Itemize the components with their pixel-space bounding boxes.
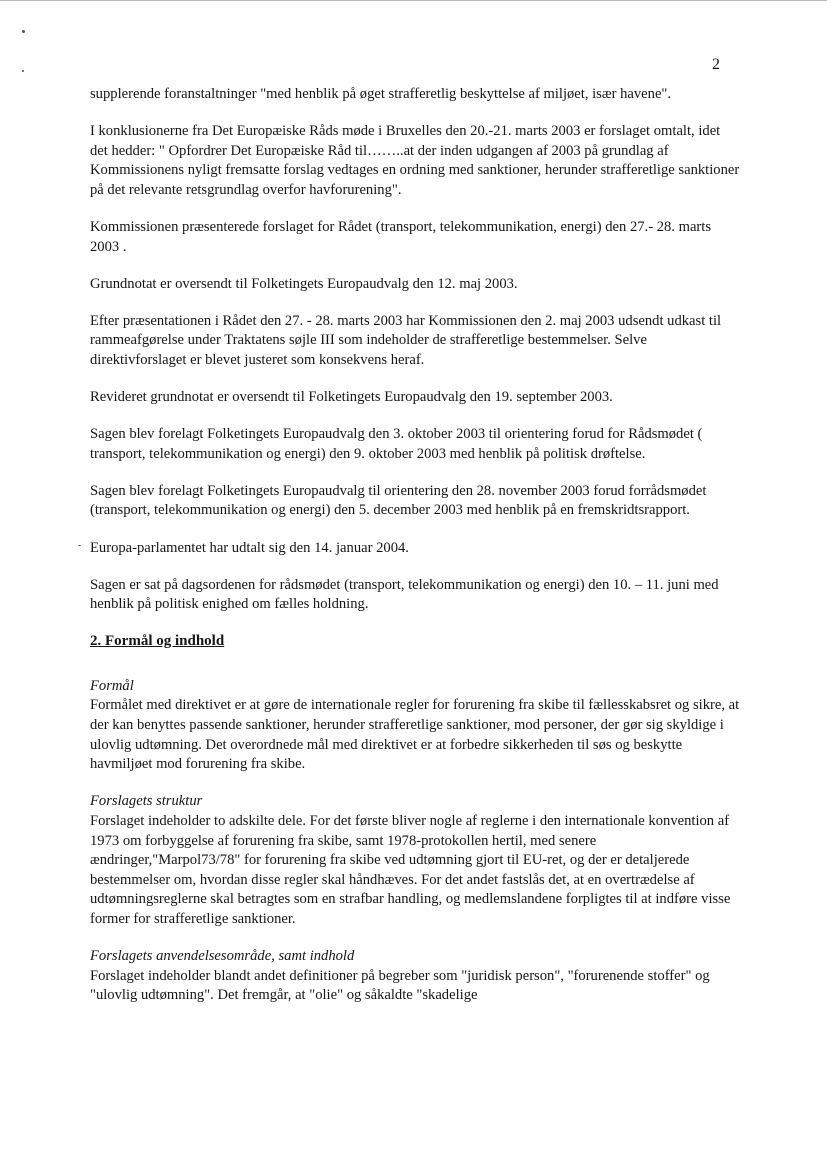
paragraph: I konklusionerne fra Det Europæiske Råds møde i Bruxelles den 20.-21. marts 2003 er forslaget omtalt, idet det hedder: " Opfordrer Det Europæiske Råd til……..at der inden udgangen af 2003 på grundlag af Kommissionens nyligt fremsatte forslag vedtages en ordning med sanktioner, herunder strafferetlige sanktioner på det relevante retsgrundlag overfor havforurening". bbox=[90, 123, 740, 198]
subsection-text: Forslaget indeholder blandt andet definitioner på begreber som "juridisk person", "forurenende stoffer" og "ulovlig udtømning". Det fremgår, at "olie" og såkaldte "skadelige bbox=[90, 967, 710, 1004]
paragraph: Grundnotat er oversendt til Folketingets Europaudvalg den 12. maj 2003. bbox=[90, 275, 518, 292]
subsection-anvendelse bbox=[90, 947, 740, 1006]
page-number: 2 bbox=[712, 56, 720, 73]
subsection-text: Forslaget indeholder to adskilte dele. For det første bliver nogle af reglerne i den internationale konvention af 1973 om forbyggelse af forurening fra skibe, samt 1978-protokollen hertil, med senere ændringer,"Marpol73/78" for forurening fra skibe ved udtømning gjort til EU-ret, og der er detaljerede bestemmelser om, hvordan disse regler skal håndhæves. For det andet fastslås det, at en overtrædelse af udtømningsreglerne skal betragtes som en strafbar handling, og medlemslandene forpligtes til at indføre visse former for strafferetlige sanktioner. bbox=[90, 812, 731, 927]
paragraph: Europa-parlamentet har udtalt sig den 14. januar 2004. bbox=[90, 539, 409, 556]
paragraph: Revideret grundnotat er oversendt til Folketingets Europaudvalg den 19. september 2003. bbox=[90, 389, 613, 406]
paragraph: Sagen blev forelagt Folketingets Europaudvalg til orientering den 28. november 2003 forud forrådsmødet (transport, telekommunikation og energi) den 5. december 2003 med henblik på en fremskridtsrapport. bbox=[90, 482, 707, 519]
scan-speck bbox=[22, 70, 24, 72]
subsection-text: Formålet med direktivet er at gøre de internationale regler for forurening fra skibe til fællesskabsret og sikre, at der kan benyttes passende sanktioner, herunder strafferetlige sanktioner, mod personer, der gør sig skyldige i ulovlig udtømning. Det overordnede mål med direktivet er at forbedre sikkerheden til søs og beskytte havmiljøet mod forurening fra skibe. bbox=[90, 697, 740, 773]
subsection-title: Formål bbox=[90, 677, 134, 694]
paragraph: Kommissionen præsenterede forslaget for Rådet (transport, telekommunikation, energi) den 27.- 28. marts 2003 . bbox=[90, 218, 712, 255]
paragraph: Sagen er sat på dagsordenen for rådsmødet (transport, telekommunikation og energi) den 10. – 11. juni med henblik på politisk enighed om fælles holdning. bbox=[90, 576, 719, 613]
scan-edge-line bbox=[0, 0, 827, 1]
subsection-title: Forslagets anvendelsesområde, samt indhold bbox=[90, 948, 355, 964]
section-heading: 2. Formål og indhold bbox=[90, 633, 225, 650]
paragraph: Sagen blev forelagt Folketingets Europaudvalg den 3. oktober 2003 til orientering forud for Rådsmødet ( transport, telekommunikation og energi) den 9. oktober 2003 med henblik på politisk drøftelse. bbox=[90, 426, 703, 462]
scan-speck bbox=[78, 545, 81, 546]
document-body bbox=[90, 85, 740, 1023]
paragraph: Efter præsentationen i Rådet den 27. - 28. marts 2003 har Kommissionen den 2. maj 2003 udsendt udkast til rammeafgørelse under Traktatens søjle III som indeholder de strafferetlige bestemmelser. Selve direktivforslaget er blevet justeret som konsekvens heraf. bbox=[90, 312, 722, 368]
paragraph: supplerende foranstaltninger "med henblik på øget strafferetlig beskyttelse af miljøet, især havene". bbox=[90, 86, 672, 102]
subsection-formaal bbox=[90, 677, 740, 775]
subsection-struktur bbox=[90, 792, 740, 929]
scan-speck bbox=[22, 30, 25, 33]
subsection-title: Forslagets struktur bbox=[90, 793, 203, 810]
